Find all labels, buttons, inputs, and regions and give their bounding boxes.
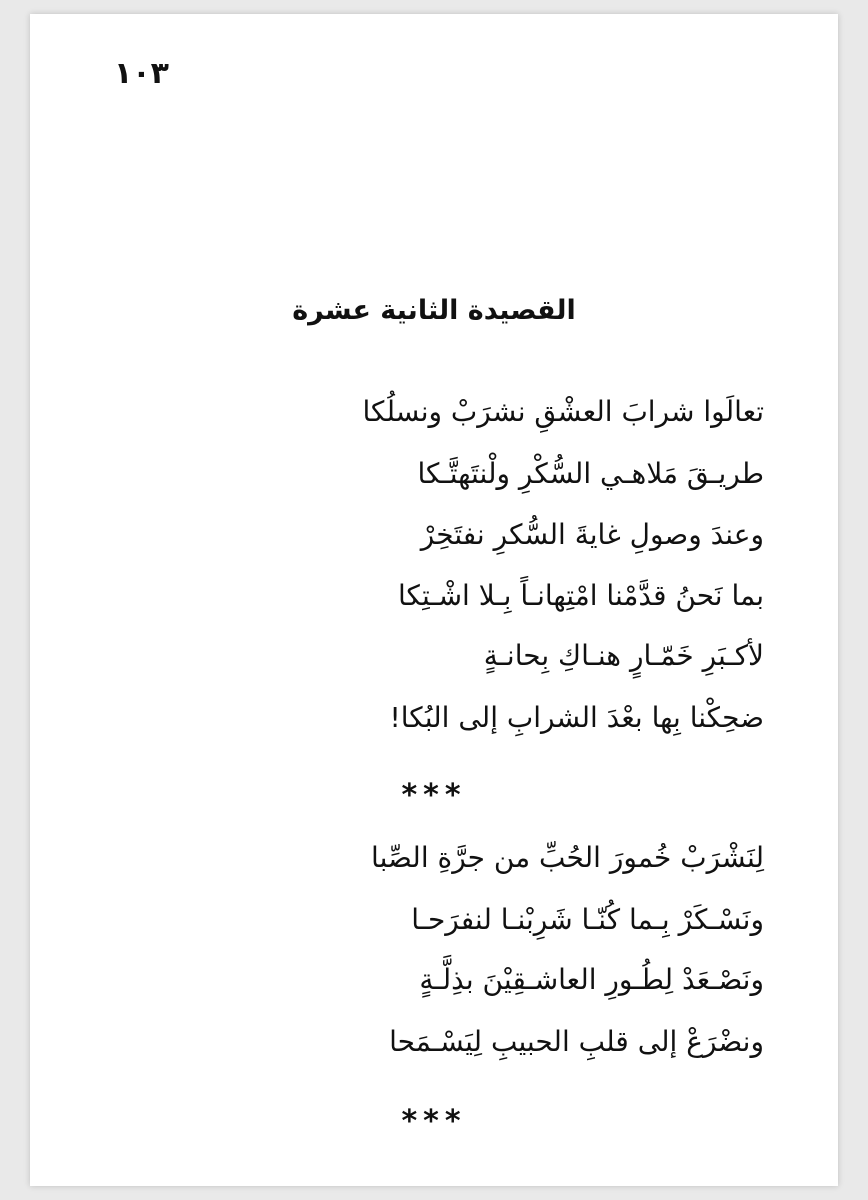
verse-line: طريـقَ مَلاهـي السُّكْرِ ولْنتَهتَّـكا: [417, 457, 764, 490]
stanza-separator: ***: [401, 778, 467, 813]
poem-title: القصيدة الثانية عشرة: [292, 295, 576, 326]
verse-line: ونَسْـكَرْ بِـما كُنّـا شَرِبْنـا لنفرَحـا: [411, 903, 764, 936]
page-number: ١٠٣: [114, 56, 169, 91]
verse-line: ونضْرَعْ إلى قلبِ الحبيبِ لِيَسْـمَحا: [389, 1025, 764, 1058]
book-page: [30, 14, 838, 1186]
verse-line: تعالَوا شرابَ العشْقِ نشرَبْ ونسلُكا: [362, 395, 764, 428]
verse-line: وعندَ وصولِ غايةَ السُّكرِ نفتَخِرْ: [420, 518, 764, 551]
verse-line: لِنَشْرَبْ خُمورَ الحُبِّ من جرَّةِ الصِّبا: [371, 841, 764, 874]
verse-line: ضحِكْنا بِها بعْدَ الشرابِ إلى البُكا!: [389, 701, 764, 734]
verse-line: لأكـبَرِ خَمّـارٍ هنـاكِ بِحانـةٍ: [483, 639, 764, 672]
verse-line: بما نَحنُ قدَّمْنا امْتِهانـاً بِـلا اشْـتِكا: [397, 579, 764, 612]
verse-line: ونَصْـعَدْ لِطُـورِ العاشـقِيْنَ بذِلَّـةٍ: [419, 963, 764, 996]
stanza-separator: ***: [401, 1104, 467, 1139]
